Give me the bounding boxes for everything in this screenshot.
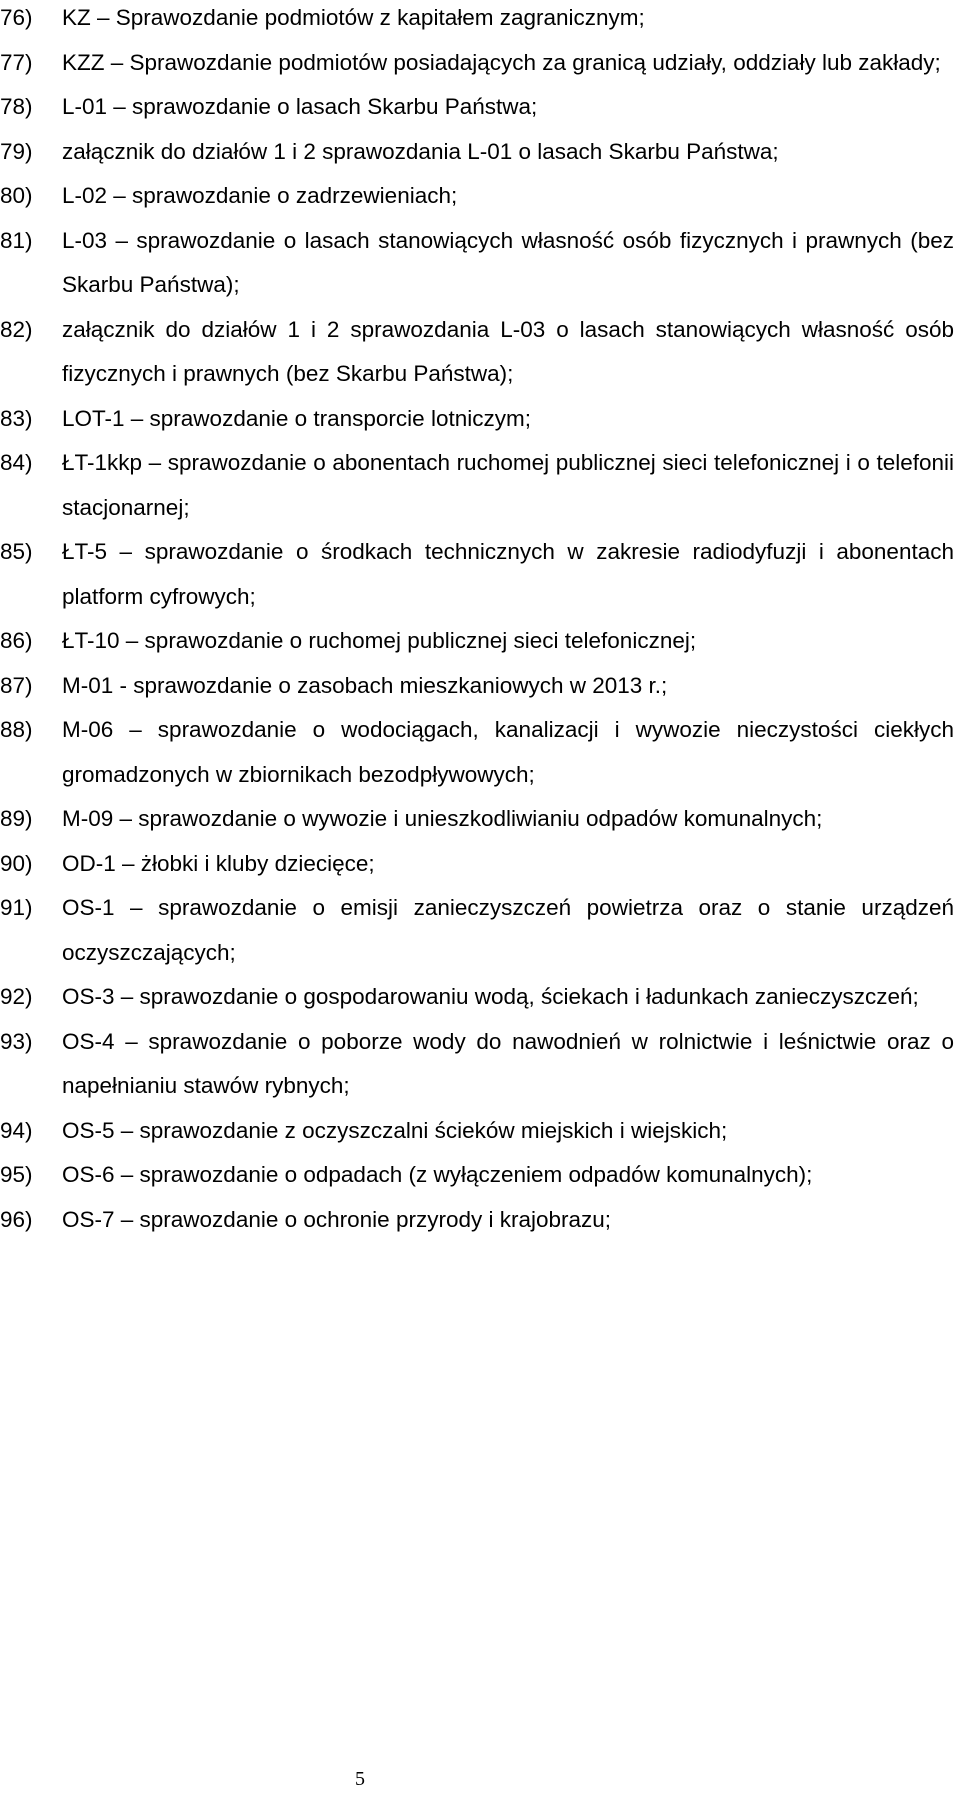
list-item-number: 84) <box>0 450 33 475</box>
list-item <box>0 797 960 842</box>
list-item <box>0 708 960 797</box>
list-item <box>0 1109 960 1154</box>
list-item-number: 80) <box>0 183 33 208</box>
list-item-text: M-09 – sprawozdanie o wywozie i unieszkodliwianiu odpadów komunalnych; <box>62 806 823 831</box>
page-number: 5 <box>355 1768 365 1790</box>
list-item-text: ŁT-5 – sprawozdanie o środkach technicznych w zakresie radiodyfuzji i abonentach platform cyfrowych; <box>62 539 954 609</box>
list-item-number: 88) <box>0 717 33 742</box>
list-item-number: 86) <box>0 628 33 653</box>
list-item <box>0 85 960 130</box>
list-item-number: 78) <box>0 94 33 119</box>
list-item <box>0 530 960 619</box>
list-item-number: 94) <box>0 1117 33 1143</box>
list-item <box>0 130 960 175</box>
list-item <box>0 619 960 664</box>
list-item-text: OS-5 – sprawozdanie z oczyszczalni ścieków miejskich i wiejskich; <box>62 1117 728 1143</box>
list-item-number: 77) <box>0 49 33 75</box>
list-item-text: L-02 – sprawozdanie o zadrzewieniach; <box>62 183 458 208</box>
list-item-number: 91) <box>0 895 33 920</box>
list-item-text: LOT-1 – sprawozdanie o transporcie lotniczym; <box>62 405 531 431</box>
list-item-text: OS-7 – sprawozdanie o ochronie przyrody i krajobrazu; <box>62 1206 612 1232</box>
list-item-number: 92) <box>0 984 33 1009</box>
list-item <box>0 1020 960 1109</box>
list-item <box>0 886 960 975</box>
list-item <box>0 441 960 530</box>
list-item <box>0 174 960 219</box>
list-item-number: 87) <box>0 672 33 698</box>
list-item-number: 83) <box>0 405 33 431</box>
list-item-text: OD-1 – żłobki i kluby dziecięce; <box>62 850 375 876</box>
list-item <box>0 1198 960 1243</box>
list-item-number: 82) <box>0 316 33 342</box>
list-item-number: 95) <box>0 1162 33 1187</box>
list-item-number: 89) <box>0 806 33 831</box>
list-item <box>0 0 960 41</box>
list-item-text: załącznik do działów 1 i 2 sprawozdania L-03 o lasach stanowiących własność osób fizycznych i prawnych (bez Skarbu Państwa); <box>62 316 954 386</box>
list-item-text: załącznik do działów 1 i 2 sprawozdania L-01 o lasach Skarbu Państwa; <box>62 138 779 164</box>
list-item-number: 85) <box>0 539 33 564</box>
list-item-text: KZZ – Sprawozdanie podmiotów posiadających za granicą udziały, oddziały lub zakłady; <box>62 49 941 75</box>
list-item-number: 90) <box>0 850 33 876</box>
list-item <box>0 41 960 86</box>
list-item <box>0 1153 960 1198</box>
list-item-text: ŁT-1kkp – sprawozdanie o abonentach ruchomej publicznej sieci telefonicznej i o telefonii stacjonarnej; <box>62 450 954 520</box>
list-item-number: 93) <box>0 1028 33 1054</box>
list-item <box>0 975 960 1020</box>
list-item-number: 79) <box>0 138 33 164</box>
list-item <box>0 664 960 709</box>
list-item-text: OS-3 – sprawozdanie o gospodarowaniu wodą, ściekach i ładunkach zanieczyszczeń; <box>62 984 919 1009</box>
list-item-text: L-01 – sprawozdanie o lasach Skarbu Państwa; <box>62 94 538 119</box>
list-item-text: ŁT-10 – sprawozdanie o ruchomej publicznej sieci telefonicznej; <box>62 628 697 653</box>
list-item-text: L-03 – sprawozdanie o lasach stanowiących własność osób fizycznych i prawnych (bez Skarbu Państwa); <box>62 227 954 297</box>
list-item <box>0 219 960 308</box>
list-item-number: 76) <box>0 5 33 30</box>
list-item-text: KZ – Sprawozdanie podmiotów z kapitałem zagranicznym; <box>62 5 645 30</box>
list-item <box>0 842 960 887</box>
list-item-text: M-06 – sprawozdanie o wodociągach, kanalizacji i wywozie nieczystości ciekłych gromadzonych w zbiornikach bezodpływowych; <box>62 717 954 787</box>
list-item <box>0 308 960 397</box>
list-item-number: 96) <box>0 1206 33 1232</box>
list-item-number: 81) <box>0 227 33 253</box>
list-item-text: M-01 - sprawozdanie o zasobach mieszkaniowych w 2013 r.; <box>62 672 668 698</box>
list-item-text: OS-6 – sprawozdanie o odpadach (z wyłączeniem odpadów komunalnych); <box>62 1162 813 1187</box>
list-item-text: OS-1 – sprawozdanie o emisji zanieczyszczeń powietrza oraz o stanie urządzeń oczyszczających; <box>62 895 954 965</box>
list-item <box>0 397 960 442</box>
list-item-text: OS-4 – sprawozdanie o poborze wody do nawodnień w rolnictwie i leśnictwie oraz o napełnianiu stawów rybnych; <box>62 1028 954 1098</box>
